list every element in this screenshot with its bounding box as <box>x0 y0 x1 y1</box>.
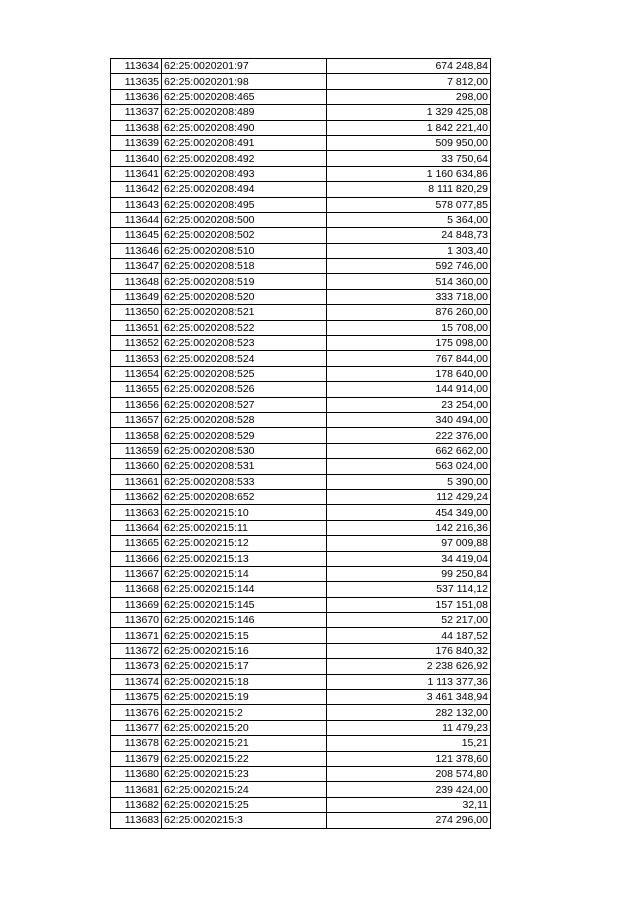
cadastral-number-cell: 62:25:0020208:493 <box>162 166 327 181</box>
table-row <box>111 474 491 489</box>
cadastral-number-cell: 62:25:0020215:22 <box>162 751 327 766</box>
cadastral-number-cell: 62:25:0020208:465 <box>162 89 327 104</box>
table-row <box>111 813 491 828</box>
table-row <box>111 74 491 89</box>
row-number-cell: 113648 <box>111 274 162 289</box>
cadastral-number-cell: 62:25:0020215:144 <box>162 582 327 597</box>
table-row <box>111 397 491 412</box>
cadastral-number-cell: 62:25:0020215:10 <box>162 505 327 520</box>
table-row <box>111 551 491 566</box>
table-row <box>111 59 491 74</box>
table-row <box>111 412 491 427</box>
value-cell: 2 238 626,92 <box>327 659 491 674</box>
value-cell: 24 848,73 <box>327 228 491 243</box>
cadastral-number-cell: 62:25:0020208:519 <box>162 274 327 289</box>
table-row <box>111 212 491 227</box>
cadastral-number-cell: 62:25:0020208:529 <box>162 428 327 443</box>
value-cell: 592 746,00 <box>327 259 491 274</box>
table-row <box>111 628 491 643</box>
value-cell: 282 132,00 <box>327 705 491 720</box>
value-cell: 44 187,52 <box>327 628 491 643</box>
value-cell: 767 844,00 <box>327 351 491 366</box>
row-number-cell: 113677 <box>111 720 162 735</box>
row-number-cell: 113640 <box>111 151 162 166</box>
row-number-cell: 113682 <box>111 797 162 812</box>
cadastral-number-cell: 62:25:0020215:20 <box>162 720 327 735</box>
cadastral-number-cell: 62:25:0020208:502 <box>162 228 327 243</box>
cadastral-number-cell: 62:25:0020215:14 <box>162 566 327 581</box>
cadastral-number-cell: 62:25:0020208:521 <box>162 305 327 320</box>
table-row <box>111 197 491 212</box>
row-number-cell: 113666 <box>111 551 162 566</box>
table-row <box>111 520 491 535</box>
cadastral-number-cell: 62:25:0020215:21 <box>162 736 327 751</box>
table-row <box>111 274 491 289</box>
row-number-cell: 113651 <box>111 320 162 335</box>
row-number-cell: 113642 <box>111 182 162 197</box>
cadastral-number-cell: 62:25:0020208:490 <box>162 120 327 135</box>
cadastral-number-cell: 62:25:0020208:531 <box>162 459 327 474</box>
table-row <box>111 228 491 243</box>
row-number-cell: 113637 <box>111 105 162 120</box>
row-number-cell: 113659 <box>111 443 162 458</box>
table-row <box>111 505 491 520</box>
value-cell: 32,11 <box>327 797 491 812</box>
cadastral-number-cell: 62:25:0020215:13 <box>162 551 327 566</box>
cadastral-number-cell: 62:25:0020215:25 <box>162 797 327 812</box>
cadastral-number-cell: 62:25:0020208:495 <box>162 197 327 212</box>
value-cell: 333 718,00 <box>327 289 491 304</box>
table-row <box>111 705 491 720</box>
cadastral-number-cell: 62:25:0020208:528 <box>162 412 327 427</box>
table-row <box>111 797 491 812</box>
row-number-cell: 113645 <box>111 228 162 243</box>
cadastral-number-cell: 62:25:0020208:523 <box>162 336 327 351</box>
cadastral-number-cell: 62:25:0020208:510 <box>162 243 327 258</box>
row-number-cell: 113678 <box>111 736 162 751</box>
row-number-cell: 113657 <box>111 412 162 427</box>
table-row <box>111 428 491 443</box>
cadastral-number-cell: 62:25:0020208:526 <box>162 382 327 397</box>
value-cell: 5 364,00 <box>327 212 491 227</box>
row-number-cell: 113649 <box>111 289 162 304</box>
row-number-cell: 113658 <box>111 428 162 443</box>
cadastral-number-cell: 62:25:0020208:533 <box>162 474 327 489</box>
table-row <box>111 782 491 797</box>
row-number-cell: 113652 <box>111 336 162 351</box>
value-cell: 175 098,00 <box>327 336 491 351</box>
value-cell: 11 479,23 <box>327 720 491 735</box>
row-number-cell: 113635 <box>111 74 162 89</box>
value-cell: 298,00 <box>327 89 491 104</box>
row-number-cell: 113679 <box>111 751 162 766</box>
cadastral-number-cell: 62:25:0020208:652 <box>162 489 327 504</box>
row-number-cell: 113656 <box>111 397 162 412</box>
table-row <box>111 243 491 258</box>
cadastral-number-cell: 62:25:0020208:524 <box>162 351 327 366</box>
value-cell: 222 376,00 <box>327 428 491 443</box>
table-row <box>111 751 491 766</box>
row-number-cell: 113683 <box>111 813 162 828</box>
row-number-cell: 113665 <box>111 536 162 551</box>
cadastral-number-cell: 62:25:0020215:16 <box>162 643 327 658</box>
cadastral-number-cell: 62:25:0020215:17 <box>162 659 327 674</box>
row-number-cell: 113661 <box>111 474 162 489</box>
table-row <box>111 690 491 705</box>
cadastral-number-cell: 62:25:0020208:518 <box>162 259 327 274</box>
row-number-cell: 113671 <box>111 628 162 643</box>
table-row <box>111 351 491 366</box>
row-number-cell: 113636 <box>111 89 162 104</box>
value-cell: 1 842 221,40 <box>327 120 491 135</box>
table-row <box>111 720 491 735</box>
value-cell: 578 077,85 <box>327 197 491 212</box>
row-number-cell: 113669 <box>111 597 162 612</box>
table-row <box>111 613 491 628</box>
row-number-cell: 113647 <box>111 259 162 274</box>
table-row <box>111 582 491 597</box>
row-number-cell: 113681 <box>111 782 162 797</box>
row-number-cell: 113639 <box>111 135 162 150</box>
row-number-cell: 113670 <box>111 613 162 628</box>
table-row <box>111 443 491 458</box>
row-number-cell: 113655 <box>111 382 162 397</box>
row-number-cell: 113663 <box>111 505 162 520</box>
value-cell: 5 390,00 <box>327 474 491 489</box>
value-cell: 454 349,00 <box>327 505 491 520</box>
table-row <box>111 89 491 104</box>
table-row <box>111 182 491 197</box>
row-number-cell: 113650 <box>111 305 162 320</box>
cadastral-number-cell: 62:25:0020208:522 <box>162 320 327 335</box>
cadastral-number-cell: 62:25:0020208:494 <box>162 182 327 197</box>
table-row <box>111 166 491 181</box>
table-row <box>111 105 491 120</box>
value-cell: 662 662,00 <box>327 443 491 458</box>
value-cell: 1 160 634,86 <box>327 166 491 181</box>
cadastral-number-cell: 62:25:0020208:491 <box>162 135 327 150</box>
table-row <box>111 597 491 612</box>
row-number-cell: 113634 <box>111 59 162 74</box>
value-cell: 52 217,00 <box>327 613 491 628</box>
value-cell: 142 216,36 <box>327 520 491 535</box>
row-number-cell: 113638 <box>111 120 162 135</box>
cadastral-number-cell: 62:25:0020215:19 <box>162 690 327 705</box>
value-cell: 1 113 377,36 <box>327 674 491 689</box>
table-row <box>111 459 491 474</box>
cadastral-number-cell: 62:25:0020208:492 <box>162 151 327 166</box>
table-row <box>111 659 491 674</box>
table-row <box>111 536 491 551</box>
table-row <box>111 766 491 781</box>
table-row <box>111 289 491 304</box>
table-body <box>111 59 491 829</box>
value-cell: 1 329 425,08 <box>327 105 491 120</box>
row-number-cell: 113680 <box>111 766 162 781</box>
cadastral-number-cell: 62:25:0020208:489 <box>162 105 327 120</box>
cadastral-number-cell: 62:25:0020215:146 <box>162 613 327 628</box>
value-cell: 121 378,60 <box>327 751 491 766</box>
value-cell: 8 111 820,29 <box>327 182 491 197</box>
cadastral-number-cell: 62:25:0020208:520 <box>162 289 327 304</box>
table-row <box>111 382 491 397</box>
table-row <box>111 336 491 351</box>
table-row <box>111 643 491 658</box>
table-row <box>111 151 491 166</box>
value-cell: 176 840,32 <box>327 643 491 658</box>
row-number-cell: 113664 <box>111 520 162 535</box>
cadastral-number-cell: 62:25:0020215:2 <box>162 705 327 720</box>
value-cell: 15 708,00 <box>327 320 491 335</box>
value-cell: 112 429,24 <box>327 489 491 504</box>
table-row <box>111 305 491 320</box>
table-row <box>111 736 491 751</box>
cadastral-number-cell: 62:25:0020201:98 <box>162 74 327 89</box>
value-cell: 208 574,80 <box>327 766 491 781</box>
row-number-cell: 113660 <box>111 459 162 474</box>
cadastral-number-cell: 62:25:0020208:530 <box>162 443 327 458</box>
cadastral-number-cell: 62:25:0020208:500 <box>162 212 327 227</box>
value-cell: 144 914,00 <box>327 382 491 397</box>
table-row <box>111 674 491 689</box>
table-row <box>111 259 491 274</box>
cadastral-number-cell: 62:25:0020208:525 <box>162 366 327 381</box>
row-number-cell: 113644 <box>111 212 162 227</box>
row-number-cell: 113643 <box>111 197 162 212</box>
value-cell: 15,21 <box>327 736 491 751</box>
row-number-cell: 113672 <box>111 643 162 658</box>
row-number-cell: 113654 <box>111 366 162 381</box>
value-cell: 23 254,00 <box>327 397 491 412</box>
value-cell: 97 009,88 <box>327 536 491 551</box>
cadastral-number-cell: 62:25:0020215:15 <box>162 628 327 643</box>
row-number-cell: 113653 <box>111 351 162 366</box>
value-cell: 563 024,00 <box>327 459 491 474</box>
value-cell: 509 950,00 <box>327 135 491 150</box>
cadastral-number-cell: 62:25:0020215:18 <box>162 674 327 689</box>
cadastral-number-cell: 62:25:0020201:97 <box>162 59 327 74</box>
cadastral-number-cell: 62:25:0020208:527 <box>162 397 327 412</box>
row-number-cell: 113673 <box>111 659 162 674</box>
value-cell: 1 303,40 <box>327 243 491 258</box>
row-number-cell: 113662 <box>111 489 162 504</box>
table-row <box>111 489 491 504</box>
cadastral-number-cell: 62:25:0020215:145 <box>162 597 327 612</box>
value-cell: 7 812,00 <box>327 74 491 89</box>
value-cell: 876 260,00 <box>327 305 491 320</box>
row-number-cell: 113641 <box>111 166 162 181</box>
value-cell: 178 640,00 <box>327 366 491 381</box>
value-cell: 274 296,00 <box>327 813 491 828</box>
table-row <box>111 320 491 335</box>
value-cell: 340 494,00 <box>327 412 491 427</box>
table-row <box>111 566 491 581</box>
cadastral-number-cell: 62:25:0020215:23 <box>162 766 327 781</box>
value-cell: 514 360,00 <box>327 274 491 289</box>
table-row <box>111 120 491 135</box>
row-number-cell: 113646 <box>111 243 162 258</box>
cadastral-number-cell: 62:25:0020215:12 <box>162 536 327 551</box>
cadastral-value-table <box>110 58 491 829</box>
value-cell: 537 114,12 <box>327 582 491 597</box>
row-number-cell: 113668 <box>111 582 162 597</box>
table-row <box>111 366 491 381</box>
value-cell: 239 424,00 <box>327 782 491 797</box>
row-number-cell: 113675 <box>111 690 162 705</box>
value-cell: 674 248,84 <box>327 59 491 74</box>
table-row <box>111 135 491 150</box>
cadastral-number-cell: 62:25:0020215:24 <box>162 782 327 797</box>
value-cell: 99 250,84 <box>327 566 491 581</box>
value-cell: 157 151,08 <box>327 597 491 612</box>
row-number-cell: 113667 <box>111 566 162 581</box>
value-cell: 34 419,04 <box>327 551 491 566</box>
cadastral-number-cell: 62:25:0020215:3 <box>162 813 327 828</box>
row-number-cell: 113674 <box>111 674 162 689</box>
cadastral-number-cell: 62:25:0020215:11 <box>162 520 327 535</box>
value-cell: 33 750,64 <box>327 151 491 166</box>
value-cell: 3 461 348,94 <box>327 690 491 705</box>
row-number-cell: 113676 <box>111 705 162 720</box>
